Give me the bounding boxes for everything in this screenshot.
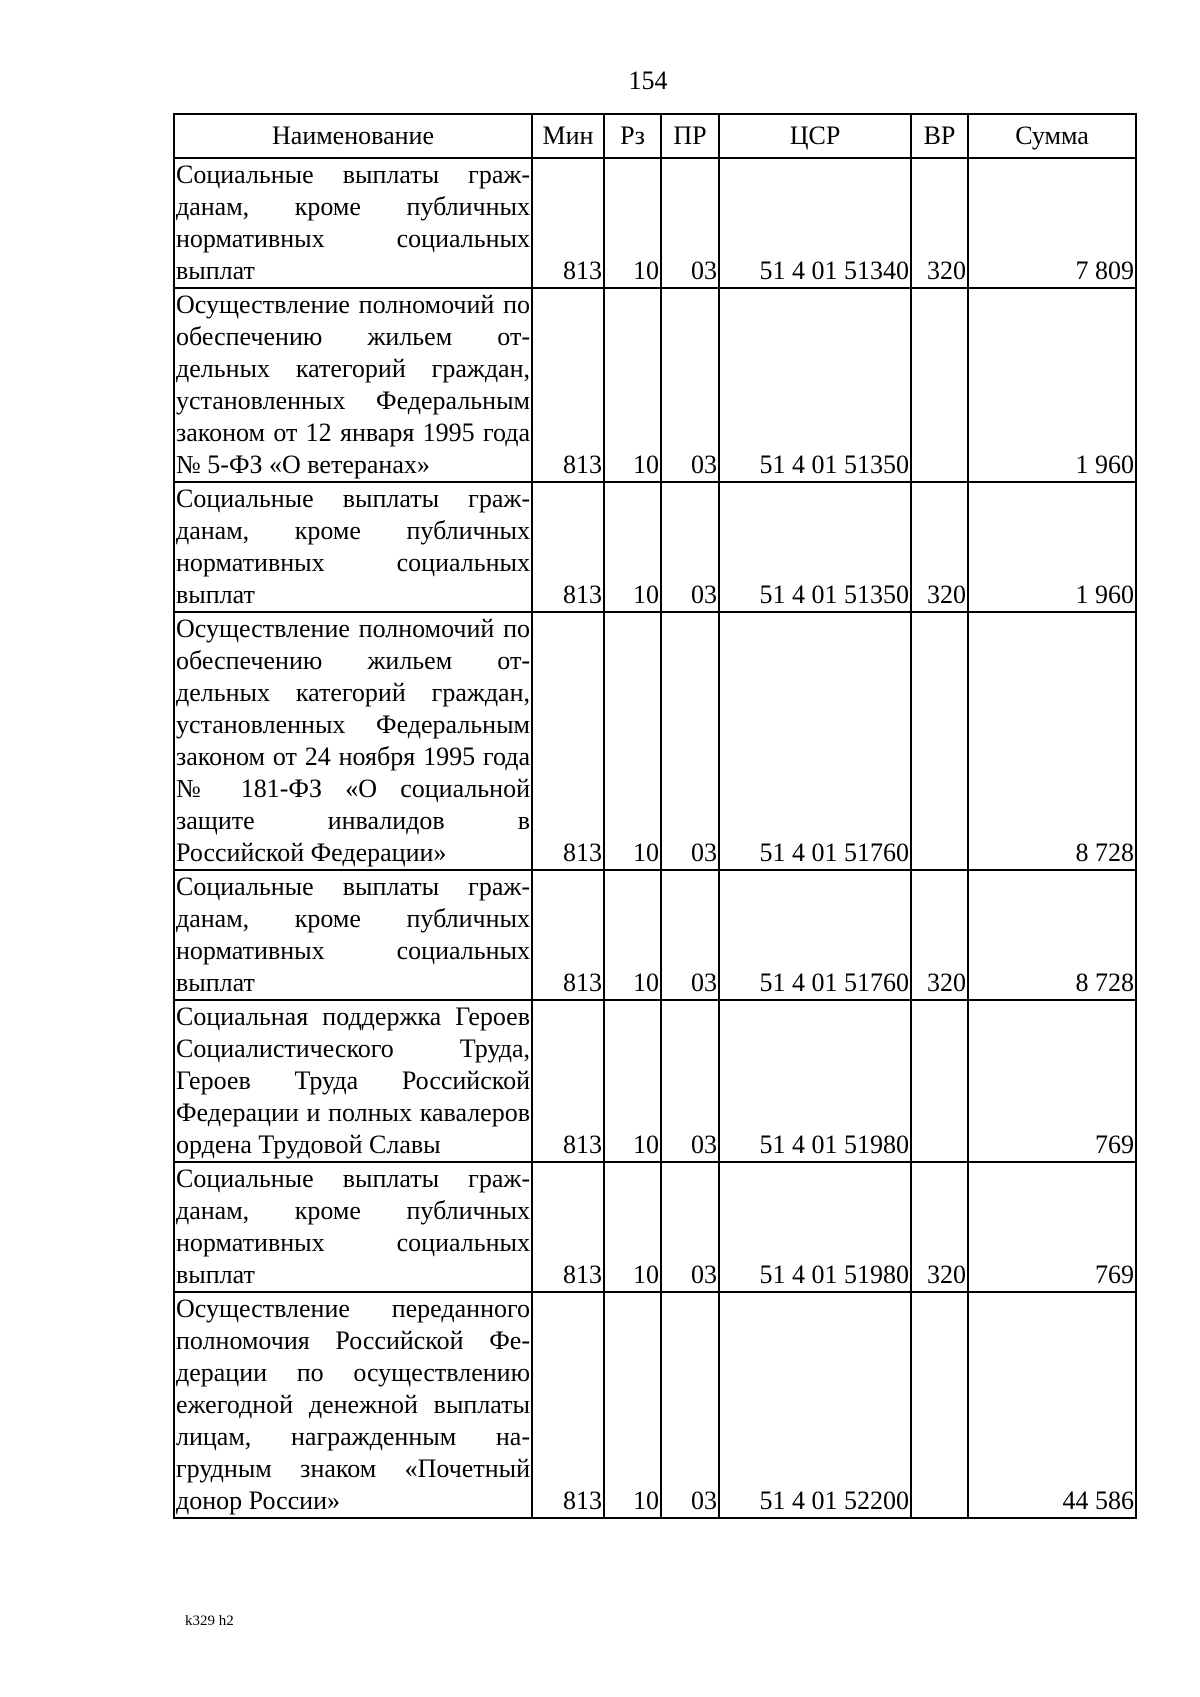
header-csr: ЦСР — [719, 114, 911, 158]
row-rz: 10 — [604, 1000, 661, 1162]
header-name: Наименование — [174, 114, 532, 158]
row-csr: 51 4 01 51760 — [719, 870, 911, 1000]
row-name: Осуществление полномочий по обеспечению жильем отдельных категорий граждан, установленных Федеральным законом от 12 января 1995 года № 5-ФЗ «О ветеранах» — [174, 288, 532, 482]
row-rz: 10 — [604, 158, 661, 288]
row-vr: 320 — [911, 482, 968, 612]
row-name: Осуществление переданного полномочия Российской Федерации по осуществлению ежегодной денежной выплаты лицам, награжденным нагрудным знаком «Почетный донор России» — [174, 1292, 532, 1518]
header-sum: Сумма — [968, 114, 1136, 158]
row-rz: 10 — [604, 482, 661, 612]
row-csr: 51 4 01 52200 — [719, 1292, 911, 1518]
row-vr — [911, 1292, 968, 1518]
row-min: 813 — [532, 158, 604, 288]
row-name: Социальные выплаты гражданам, кроме публичных нормативных социальных выплат — [174, 482, 532, 612]
row-rz: 10 — [604, 288, 661, 482]
table-row — [174, 1292, 1136, 1518]
row-min: 813 — [532, 482, 604, 612]
row-pr: 03 — [661, 1162, 719, 1292]
row-vr — [911, 1000, 968, 1162]
table-row — [174, 1162, 1136, 1292]
row-name: Социальные выплаты гражданам, кроме публичных нормативных социальных выплат — [174, 158, 532, 288]
row-name: Социальная поддержка Героев Социалистического Труда, Героев Труда Российской Федерации и полных кавалеров ордена Трудовой Славы — [174, 1000, 532, 1162]
row-pr: 03 — [661, 1000, 719, 1162]
row-vr: 320 — [911, 1162, 968, 1292]
row-pr: 03 — [661, 158, 719, 288]
table-row — [174, 158, 1136, 288]
row-name: Социальные выплаты гражданам, кроме публичных нормативных социальных выплат — [174, 1162, 532, 1292]
row-name: Социальные выплаты гражданам, кроме публичных нормативных социальных выплат — [174, 870, 532, 1000]
row-pr: 03 — [661, 612, 719, 870]
row-min: 813 — [532, 1000, 604, 1162]
row-sum: 769 — [968, 1162, 1136, 1292]
row-rz: 10 — [604, 1162, 661, 1292]
row-min: 813 — [532, 1292, 604, 1518]
budget-table — [173, 113, 1137, 1519]
header-vr: ВР — [911, 114, 968, 158]
row-sum: 8 728 — [968, 612, 1136, 870]
row-pr: 03 — [661, 870, 719, 1000]
row-sum: 769 — [968, 1000, 1136, 1162]
table-row — [174, 288, 1136, 482]
row-csr: 51 4 01 51980 — [719, 1162, 911, 1292]
row-vr — [911, 612, 968, 870]
row-rz: 10 — [604, 1292, 661, 1518]
header-min: Мин — [532, 114, 604, 158]
header-rz: Рз — [604, 114, 661, 158]
row-pr: 03 — [661, 288, 719, 482]
row-sum: 1 960 — [968, 288, 1136, 482]
row-csr: 51 4 01 51350 — [719, 482, 911, 612]
table-row — [174, 612, 1136, 870]
row-name: Осуществление полномочий по обеспечению жильем отдельных категорий граждан, установленных Федеральным законом от 24 ноября 1995 года № 181-ФЗ «О социальной защите инвалидов в Российской Федерации» — [174, 612, 532, 870]
row-vr: 320 — [911, 158, 968, 288]
row-sum: 44 586 — [968, 1292, 1136, 1518]
row-min: 813 — [532, 870, 604, 1000]
table-row — [174, 482, 1136, 612]
table-row — [174, 1000, 1136, 1162]
row-csr: 51 4 01 51760 — [719, 612, 911, 870]
row-csr: 51 4 01 51350 — [719, 288, 911, 482]
row-min: 813 — [532, 1162, 604, 1292]
row-vr: 320 — [911, 870, 968, 1000]
page-number: 154 — [628, 66, 668, 95]
row-sum: 7 809 — [968, 158, 1136, 288]
table-row — [174, 870, 1136, 1000]
row-vr — [911, 288, 968, 482]
row-min: 813 — [532, 612, 604, 870]
footer-code: k329 h2 — [185, 1613, 234, 1629]
table-header-row — [174, 114, 1136, 158]
row-rz: 10 — [604, 870, 661, 1000]
row-rz: 10 — [604, 612, 661, 870]
row-pr: 03 — [661, 1292, 719, 1518]
row-min: 813 — [532, 288, 604, 482]
row-csr: 51 4 01 51340 — [719, 158, 911, 288]
row-csr: 51 4 01 51980 — [719, 1000, 911, 1162]
row-sum: 8 728 — [968, 870, 1136, 1000]
row-pr: 03 — [661, 482, 719, 612]
header-pr: ПР — [661, 114, 719, 158]
row-sum: 1 960 — [968, 482, 1136, 612]
